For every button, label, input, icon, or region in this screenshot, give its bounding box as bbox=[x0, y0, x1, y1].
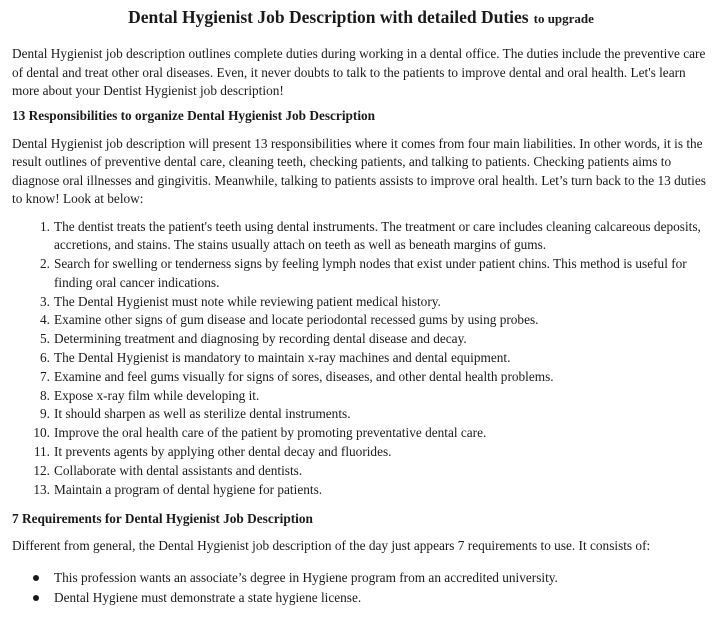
duty-item bbox=[40, 293, 710, 312]
duty-text: Maintain a program of dental hygiene for patients. bbox=[54, 481, 323, 497]
duty-number: 8. bbox=[40, 387, 50, 403]
duty-number: 2. bbox=[40, 256, 50, 272]
duty-item bbox=[40, 218, 710, 256]
bullet-icon bbox=[33, 595, 39, 601]
intro-paragraph: Dental Hygienist job description outlines complete duties during working in a dental office. The duties include the preventive care of dental and treat other oral diseases. Even, it never doubts to talk to the patients to improve dental and oral health. Let's learn more about your Dentist Hygienist job description! bbox=[12, 46, 706, 98]
duty-text: Improve the oral health care of the patient by promoting preventative dental care. bbox=[54, 425, 487, 441]
duty-item bbox=[40, 405, 710, 424]
duty-number: 13. bbox=[33, 481, 50, 497]
duty-text: The dentist treats the patient's teeth using dental instruments. The treatment or care includes cleaning calcareous deposits, accretions, and stains. The stains usually attach on teeth as well as beneath margins of gums. bbox=[54, 218, 701, 253]
duty-item bbox=[33, 424, 710, 443]
duty-item bbox=[40, 330, 710, 349]
duties-list bbox=[12, 218, 710, 500]
duty-text: Collaborate with dental assistants and dentists. bbox=[54, 462, 303, 478]
duty-text: Search for swelling or tenderness signs by feeling lymph nodes that exist under patient chins. This method is useful for finding oral cancer indications. bbox=[54, 256, 687, 290]
duty-item bbox=[40, 349, 710, 368]
duty-number: 10. bbox=[33, 425, 50, 441]
duty-item bbox=[40, 368, 710, 387]
page-title-suffix: to upgrade bbox=[533, 11, 594, 26]
duty-item bbox=[40, 387, 710, 406]
duty-text: It prevents agents by applying other dental decay and fluorides. bbox=[54, 444, 392, 460]
duty-text: It should sharpen as well as sterilize dental instruments. bbox=[54, 406, 351, 422]
duty-number: 5. bbox=[40, 331, 50, 347]
requirement-text: This profession wants an associate’s degree in Hygiene program from an accredited university. bbox=[54, 569, 558, 585]
duty-number: 1. bbox=[40, 218, 50, 234]
duty-item bbox=[33, 443, 710, 462]
responsibilities-heading: 13 Responsibilities to organize Dental Hygienist Job Description bbox=[12, 107, 376, 123]
requirement-item bbox=[54, 588, 710, 608]
page-title bbox=[12, 6, 710, 30]
duty-number: 9. bbox=[40, 406, 50, 422]
duty-item bbox=[40, 255, 710, 293]
duty-text: Examine and feel gums visually for signs of sores, diseases, and other dental health problems. bbox=[54, 368, 554, 384]
requirements-heading: 7 Requirements for Dental Hygienist Job Description bbox=[12, 511, 313, 527]
duty-number: 12. bbox=[33, 462, 50, 478]
duty-number: 3. bbox=[40, 293, 50, 309]
duty-number: 4. bbox=[40, 312, 50, 328]
duty-text: The Dental Hygienist is mandatory to maintain x-ray machines and dental equipment. bbox=[54, 350, 511, 366]
requirements-list bbox=[12, 568, 710, 608]
duty-number: 11. bbox=[33, 444, 50, 460]
duty-item bbox=[40, 311, 710, 330]
duty-text: Expose x-ray film while developing it. bbox=[54, 387, 260, 403]
duty-text: Examine other signs of gum disease and locate periodontal recessed gums by using probes. bbox=[54, 312, 539, 328]
responsibilities-intro-paragraph: Dental Hygienist job description will present 13 responsibilities where it comes from four main liabilities. In other words, it is the result outlines of preventive dental care, cleaning teeth, checking patients, and talking to patients. Checking patients aims to diagnose oral illnesses and gingivitis. Meanwhile, talking to patients assists to improve oral health. Let’s turn back to the 13 duties to know! Look at below: bbox=[12, 135, 706, 206]
duty-number: 6. bbox=[40, 350, 50, 366]
duty-item bbox=[33, 481, 710, 500]
requirement-text: Dental Hygiene must demonstrate a state hygiene license. bbox=[54, 589, 362, 605]
bullet-icon bbox=[33, 575, 39, 581]
page-title-main: Dental Hygienist Job Description with detailed Duties bbox=[128, 7, 529, 27]
requirement-item bbox=[54, 568, 710, 588]
requirements-intro-paragraph: Different from general, the Dental Hygienist job description of the day just appears 7 requirements to use. It consists of: bbox=[12, 538, 651, 554]
duty-number: 7. bbox=[40, 368, 50, 384]
duty-item bbox=[33, 462, 710, 481]
duty-text: Determining treatment and diagnosing by recording dental disease and decay. bbox=[54, 331, 467, 347]
duty-text: The Dental Hygienist must note while reviewing patient medical history. bbox=[54, 293, 441, 309]
